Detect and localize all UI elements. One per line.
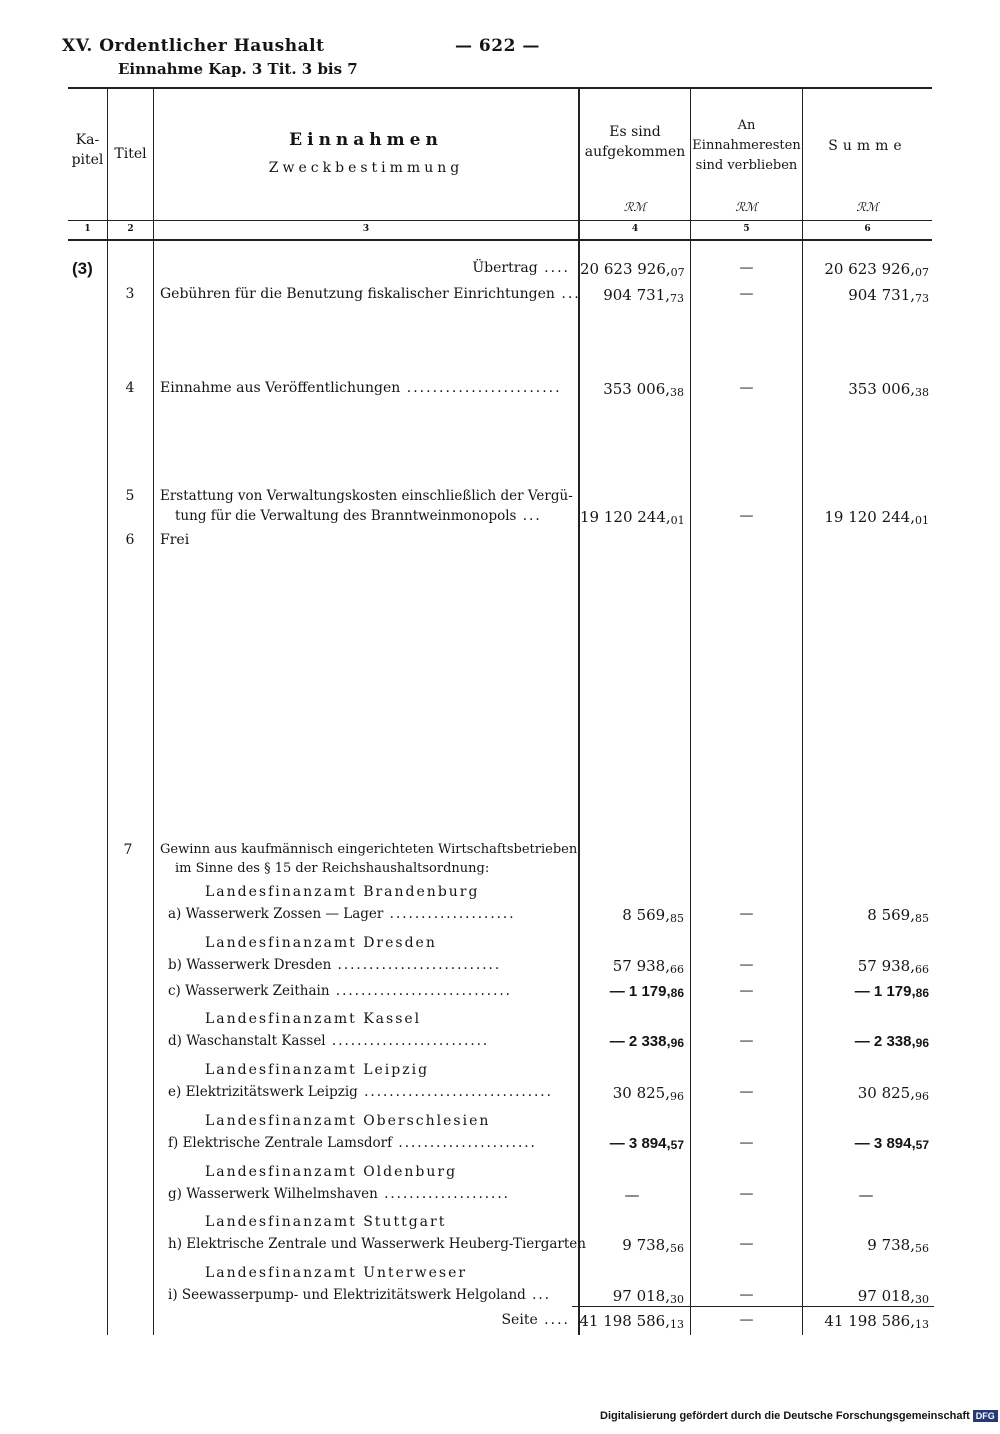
titel-5-sum: 19 120 244,01 (824, 508, 929, 527)
titel-3-remnant: — (739, 286, 754, 302)
item-amount: 30 825,96 (612, 1084, 684, 1103)
header-aufgekommen: Es sind aufgekommen (584, 124, 686, 160)
titel-5-text-line1: Erstattung von Verwaltungskosten einschließlich der Vergü- (160, 488, 573, 504)
item-remnant: — (739, 1287, 754, 1303)
total-amount: 41 198 586,13 (579, 1312, 684, 1331)
total-rule (572, 1306, 934, 1307)
column-number-4: 4 (631, 224, 639, 234)
item-amount: — 2 338,96 (609, 1033, 684, 1050)
item-amount: 9 738,56 (622, 1236, 684, 1255)
header-einnahmen: Einnahmen (289, 130, 443, 150)
item-amount: — (624, 1186, 640, 1204)
item-remnant: — (739, 1186, 754, 1202)
office-heading: Landesfinanzamt Stuttgart (205, 1214, 447, 1230)
total-sum: 41 198 586,13 (824, 1312, 929, 1331)
titel-4-number: 4 (125, 380, 135, 396)
item-sum: 9 738,56 (867, 1236, 929, 1255)
column-divider-1 (107, 88, 108, 1335)
item-text: h) Elektrische Zentrale und Wasserwerk Heuberg-Tiergarten (168, 1236, 586, 1252)
titel-5-amount: 19 120 244,01 (580, 508, 685, 527)
item-remnant: — (739, 1135, 754, 1151)
total-label: Seite .... (501, 1312, 570, 1328)
item-text: c) Wasserwerk Zeithain ............................ (168, 983, 512, 999)
office-heading: Landesfinanzamt Dresden (205, 935, 437, 951)
titel-4-text: Einnahme aus Veröffentlichungen ........................ (160, 380, 562, 396)
item-text: f) Elektrische Zentrale Lamsdorf ...................... (168, 1135, 537, 1151)
item-text: b) Wasserwerk Dresden .......................... (168, 957, 502, 973)
titel-3-number: 3 (125, 286, 135, 302)
item-remnant: — (739, 1033, 754, 1049)
column-divider-2 (153, 88, 154, 1335)
titel-7-text-line2: im Sinne des § 15 der Reichshaushaltsordnung: (175, 861, 490, 876)
item-remnant: — (739, 957, 754, 973)
titel-4-amount: 353 006,38 (603, 380, 684, 399)
unit-col6: ℛℳ (856, 200, 879, 214)
office-heading: Landesfinanzamt Leipzig (205, 1062, 430, 1078)
item-amount: — 1 179,86 (609, 983, 684, 1000)
kapitel-number: (3) (72, 259, 93, 278)
titel-5-text-line2: tung für die Verwaltung des Branntweinmonopols ... (175, 508, 542, 524)
uebertrag-amount: 20 623 926,07 (580, 260, 685, 279)
titel-5-remnant: — (739, 508, 754, 524)
item-remnant: — (739, 1236, 754, 1252)
titel-7-number: 7 (123, 842, 133, 858)
unit-col4: ℛℳ (623, 200, 647, 214)
total-remnant: — (739, 1312, 754, 1328)
header-kapitel: Ka- pitel (71, 132, 104, 168)
column-number-2: 2 (127, 224, 134, 234)
item-amount: 8 569,85 (622, 906, 684, 925)
titel-5-number: 5 (125, 488, 135, 504)
office-heading: Landesfinanzamt Kassel (205, 1011, 422, 1027)
item-remnant: — (739, 906, 754, 922)
footer-credit: Digitalisierung gefördert durch die Deutsche Forschungsgemeinschaft DFG (600, 1410, 998, 1422)
item-remnant: — (739, 983, 754, 999)
header-zweckbestimmung: Zweckbestimmung (268, 160, 464, 176)
item-sum: — 1 179,86 (854, 983, 929, 1000)
page-number: — 622 — (455, 36, 540, 56)
unit-col5: ℛℳ (735, 200, 758, 214)
item-amount: — 3 894,57 (609, 1135, 684, 1152)
item-text: i) Seewasserpump- und Elektrizitätswerk Helgoland ... (168, 1287, 551, 1303)
item-amount: 57 938,66 (612, 957, 684, 976)
titel-3-sum: 904 731,73 (848, 286, 929, 305)
office-heading: Landesfinanzamt Oldenburg (205, 1164, 458, 1180)
titel-6-number: 6 (125, 532, 135, 548)
titel-6-text: Frei (160, 532, 190, 548)
uebertrag-label: Übertrag .... (472, 260, 570, 276)
header-titel: Titel (114, 146, 147, 162)
item-sum: — 2 338,96 (854, 1033, 929, 1050)
office-heading: Landesfinanzamt Brandenburg (205, 884, 480, 900)
header-summe: Summe (828, 138, 907, 154)
titel-4-sum: 353 006,38 (848, 380, 929, 399)
office-heading: Landesfinanzamt Unterweser (205, 1265, 468, 1281)
item-text: d) Waschanstalt Kassel ......................... (168, 1033, 490, 1049)
titel-4-remnant: — (739, 380, 754, 396)
titel-3-amount: 904 731,73 (603, 286, 684, 305)
titel-7-text-line1: Gewinn aus kaufmännisch eingerichteten Wirtschaftsbetrieben (160, 842, 578, 857)
item-sum: 97 018,30 (857, 1287, 929, 1306)
item-amount: 97 018,30 (612, 1287, 684, 1306)
office-heading: Landesfinanzamt Oberschlesien (205, 1113, 491, 1129)
item-sum: — 3 894,57 (854, 1135, 929, 1152)
item-sum: — (858, 1186, 874, 1204)
item-text: e) Elektrizitätswerk Leipzig .............................. (168, 1084, 553, 1100)
titel-3-text: Gebühren für die Benutzung fiskalischer Einrichtungen ... (160, 286, 581, 302)
dfg-logo: DFG (973, 1410, 998, 1422)
uebertrag-remnant: — (739, 260, 754, 276)
item-text: a) Wasserwerk Zossen — Lager .................... (168, 906, 516, 922)
item-remnant: — (739, 1084, 754, 1100)
header-einnahmereste: An Einnahmeresten sind verblieben (692, 118, 801, 173)
column-number-6: 6 (864, 224, 871, 234)
item-text: g) Wasserwerk Wilhelmshaven .................... (168, 1186, 510, 1202)
page-subtitle: Einnahme Kap. 3 Tit. 3 bis 7 (118, 60, 358, 78)
column-number-5: 5 (743, 224, 750, 234)
item-sum: 8 569,85 (867, 906, 929, 925)
column-number-1: 1 (84, 224, 91, 234)
column-number-3: 3 (362, 224, 370, 234)
item-sum: 30 825,96 (857, 1084, 929, 1103)
section-title: XV. Ordentlicher Haushalt (62, 36, 325, 56)
uebertrag-sum: 20 623 926,07 (824, 260, 929, 279)
item-sum: 57 938,66 (857, 957, 929, 976)
